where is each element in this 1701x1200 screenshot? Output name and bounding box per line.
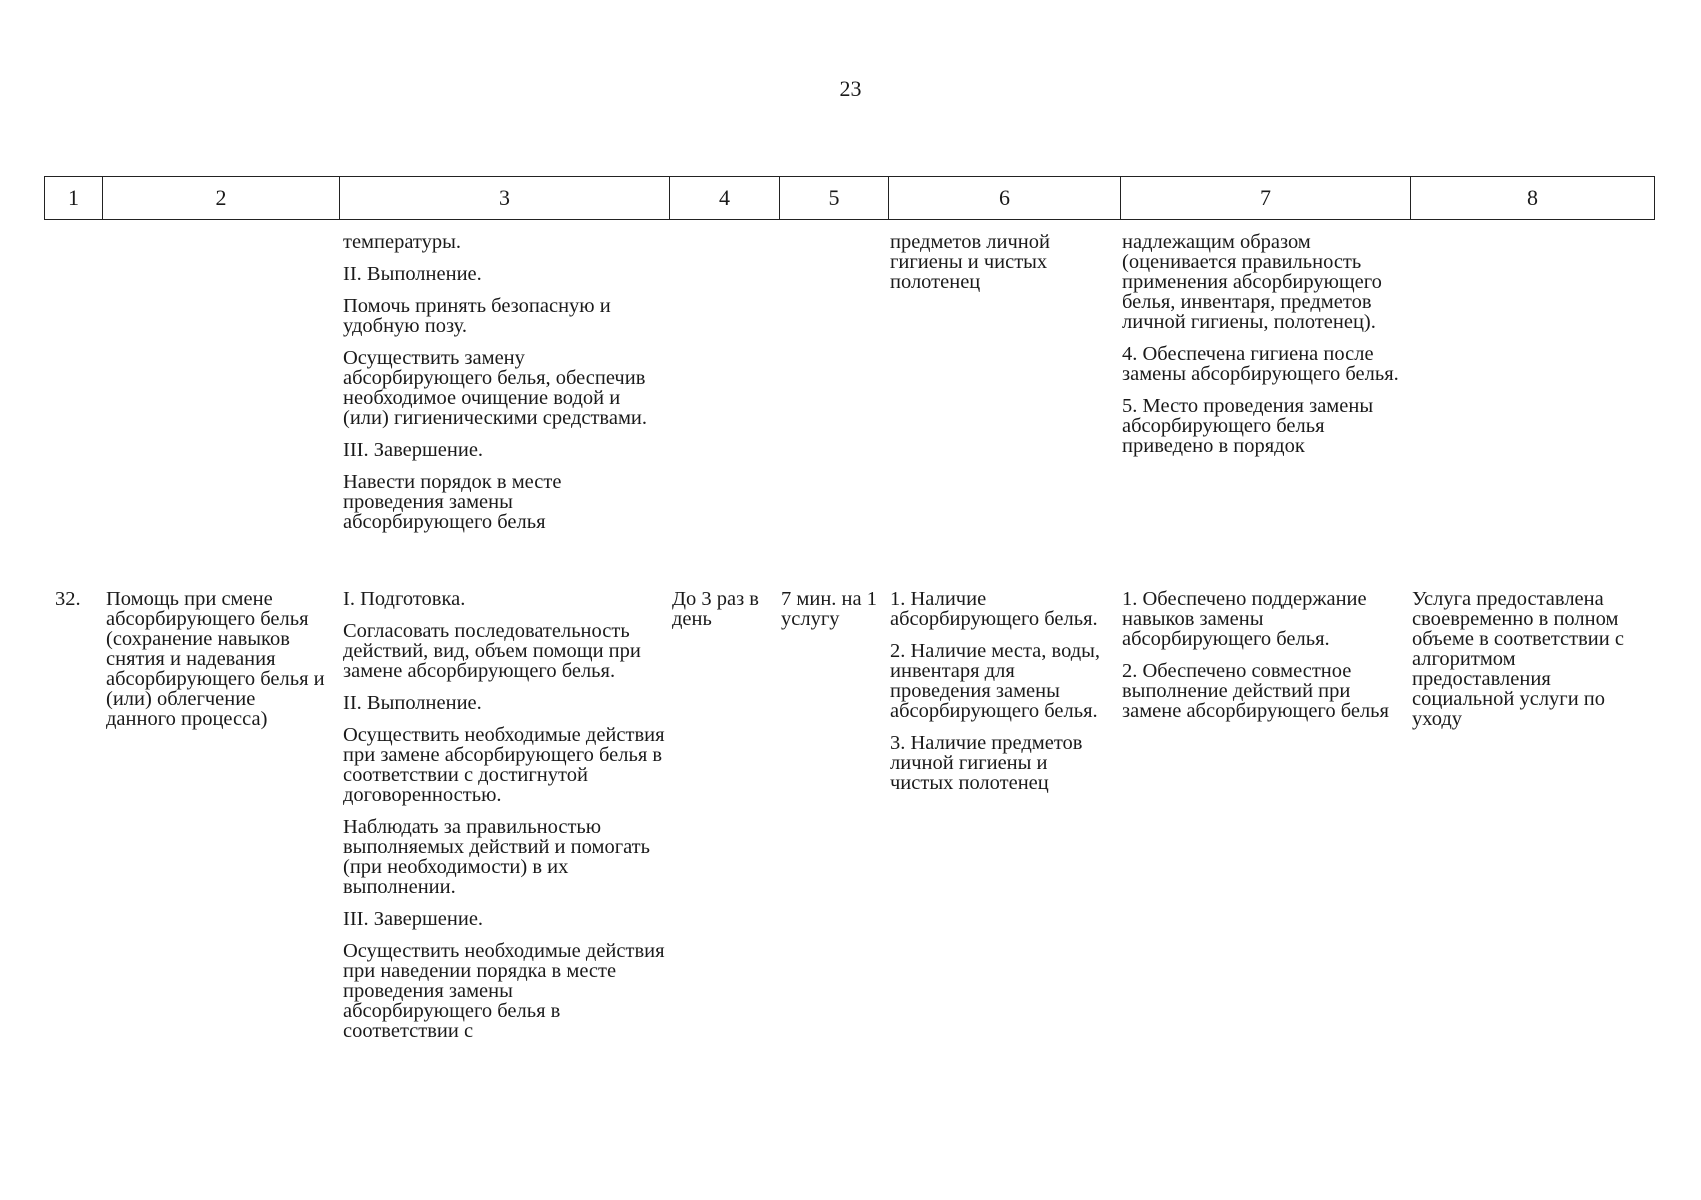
procedure-text: Осуществить замену абсорбирующего белья, обеспечив необходимое очищение водой и (или) гигиеническими средствами. [343, 347, 648, 429]
service-name: Помощь при смене абсорбирующего белья (сохранение навыков снятия и надевания абсорбирующего белья и (или) облегчение данного процесса) [106, 588, 325, 730]
procedure-text: Наблюдать за правильностью выполняемых действий и помогать (при необходимости) в их выполнении. [343, 816, 650, 898]
service-results [1122, 589, 1405, 721]
procedure-text: температуры. [343, 231, 462, 253]
conditions-text: 3. Наличие предметов личной гигиены и чистых полотенец [890, 732, 1083, 794]
results-text: 4. Обеспечена гигиена после замены абсорбирующего белья. [1122, 343, 1399, 385]
continuation-procedure [343, 232, 665, 532]
service-procedure [343, 589, 665, 1041]
column-header-8: 8 [1411, 177, 1655, 220]
column-header-7: 7 [1121, 177, 1411, 220]
procedure-step-heading: II. Выполнение. [343, 263, 482, 285]
service-conditions [890, 589, 1112, 793]
procedure-step-heading: II. Выполнение. [343, 692, 482, 714]
column-header-row [44, 176, 1655, 220]
row-number: 32. [55, 588, 81, 610]
service-frequency: До 3 раз в день [672, 588, 759, 630]
column-header-2: 2 [103, 177, 340, 220]
continuation-conditions [890, 232, 1112, 292]
results-text: надлежащим образом (оценивается правильность применения абсорбирующего белья, инвентаря, предметов личной гигиены, полотенец). [1122, 231, 1382, 333]
column-header-6: 6 [889, 177, 1121, 220]
service-quality: Услуга предоставлена своевременно в полном объеме в соответствии с алгоритмом предоставления социальной услуги по уходу [1412, 588, 1624, 730]
results-text: 5. Место проведения замены абсорбирующего белья приведено в порядок [1122, 395, 1374, 457]
procedure-text: Согласовать последовательность действий, вид, объем помощи при замене абсорбирующего белья. [343, 620, 641, 682]
procedure-text: Навести порядок в месте проведения замены абсорбирующего белья [343, 471, 562, 533]
results-text: 2. Обеспечено совместное выполнение действий при замене абсорбирующего белья [1122, 660, 1389, 722]
results-text: 1. Обеспечено поддержание навыков замены абсорбирующего белья. [1122, 588, 1367, 650]
conditions-text: 1. Наличие абсорбирующего белья. [890, 588, 1098, 630]
procedure-text: Осуществить необходимые действия при замене абсорбирующего белья в соответствии с достигнутой договоренностью. [343, 724, 665, 806]
service-duration: 7 мин. на 1 услугу [781, 588, 877, 630]
column-header-3: 3 [340, 177, 670, 220]
procedure-text: Осуществить необходимые действия при наведении порядка в месте проведения замены абсорбирующего белья в соответствии с [343, 940, 665, 1042]
page-number: 23 [839, 76, 862, 101]
continuation-results [1122, 232, 1405, 456]
procedure-step-heading: I. Подготовка. [343, 588, 466, 610]
column-header-5: 5 [780, 177, 889, 220]
column-header-4: 4 [670, 177, 780, 220]
procedure-text: Помочь принять безопасную и удобную позу. [343, 295, 611, 337]
column-header-1: 1 [45, 177, 103, 220]
procedure-step-heading: III. Завершение. [343, 439, 484, 461]
conditions-text: 2. Наличие места, воды, инвентаря для проведения замены абсорбирующего белья. [890, 640, 1101, 722]
conditions-text: предметов личной гигиены и чистых полотенец [890, 231, 1050, 293]
procedure-step-heading: III. Завершение. [343, 908, 484, 930]
